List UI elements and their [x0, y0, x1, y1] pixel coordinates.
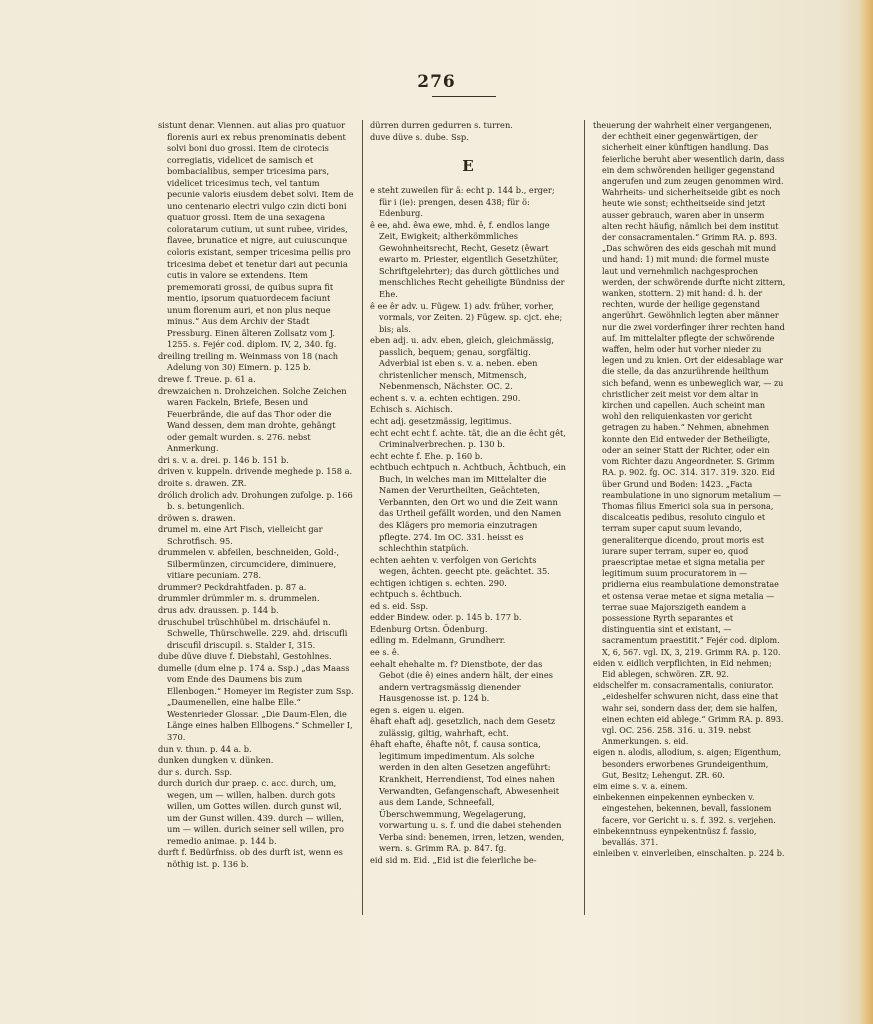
- dictionary-entry: druschubel trüschhübel m. drischäufel n. Schwelle, Thürschwelle. 229. ahd. driscufli driscufil driscupil. s. Stalder I, 315.: [158, 616, 348, 650]
- dictionary-entry: eiden v. eidlich verpflichten, in Eid nehmen; Eid ablegen, schwören. ZR. 92.: [593, 658, 772, 679]
- dictionary-entry: einbekennen einpekennen eynbecken v. eingestehen, bekennen, bevall, fassionem facere, vor Gericht u. s. f. 392. s. verjehen.: [593, 793, 776, 825]
- dictionary-entry: eim eime s. v. a. einem.: [593, 781, 688, 791]
- dictionary-entry: einleiben v. einverleiben, einschalten. p. 224 b.: [593, 849, 785, 859]
- dictionary-entry: echt adj. gesetzmässig, legitimus.: [370, 416, 512, 427]
- dictionary-entry: echten aehten v. verfolgen von Gerichts wegen, ächten. geecht pte. geächtet. 35.: [370, 554, 550, 577]
- page-number: 276: [417, 72, 456, 92]
- dictionary-entry: dreiling treiling m. Weinmass von 18 (nach Adelung von 30) Eimern. p. 125 b.: [158, 350, 339, 373]
- dictionary-entry: duve düve s. dube. Ssp.: [370, 131, 469, 142]
- dictionary-entry: dur s. durch. Ssp.: [158, 766, 233, 777]
- dictionary-entry: echt echt echt f. achte. tät, die an die êcht gêt, Criminalverbrechen. p. 130 b.: [370, 427, 566, 450]
- dictionary-entry: Edenburg Ortsn. Ödenburg.: [370, 623, 488, 634]
- dictionary-entry: dunken dungken v. dünken.: [158, 755, 274, 766]
- dictionary-entry: sistunt denar. Viennen. aut alias pro quatuor florenis auri ex rebus prenominatis debent solvi boni duo grossi. Item de cirotecis corregiatis, videlicet de samisch et bombacialibus, semper tricesima pars, videlicet tricesimus tech, vel tantum pecunie valoris eiusdem debet solvi. Item de uno centenario electri vulgo czin dicti boni quatuor grossi. Item de una sexagena coloratarum cutium, ut sunt rubee, virides, flavee, brunatice et nigre, aut cuiuscunque coloris existant, semper tricesima pellis pro tricesima debet et tenetur dari aut pecunia cutis in valore se extendens. Item prememorati grossi, de quibus supra fit mentio, ipsorum quatuordecem faciunt unum florenum auri, et non plus neque minus.“ Aus dem Archiv der Stadt Pressburg. Einen älteren Zollsatz vom J. 1255. s. Fejér cod. diplom. IV, 2, 340. fg.: [158, 120, 354, 350]
- column-divider: [584, 120, 585, 915]
- dictionary-entry: Echisch s. Aichisch.: [370, 404, 453, 415]
- dictionary-entry: dumelle (dum elne p. 174 a. Ssp.) „das Maass vom Ende des Daumens bis zum Ellenbogen.“ Homeyer im Register zum Ssp. „Daumenellen, eine halbe Elle.“ Westenrieder Glossar. „Die Daum-Elen, die Länge eines halben Ellbogens.“ Schmeller I, 370.: [158, 662, 354, 742]
- dictionary-entry: drummer? Peckdrahtfaden. p. 87 a.: [158, 581, 307, 592]
- dictionary-entry: drewzaichen n. Drohzeichen. Solche Zeichen waren Fackeln, Briefe, Besen und Feuerbrände, die auf das Thor oder die Wand dessen, dem man drohte, gehängt oder gemalt wurden. s. 276. nebst Anmerkung.: [158, 385, 347, 454]
- dictionary-entry: echent s. v. a. echten echtigen. 290.: [370, 392, 521, 403]
- middle-column: [370, 120, 566, 866]
- dictionary-entry: droite s. drawen. ZR.: [158, 477, 247, 488]
- dictionary-entry: eehalt ehehalte m. f? Dienstbote, der das Gebot (die ê) eines andern hält, der eines andern vertragsmässig dienender Hausgenosse ist. p. 124 b.: [370, 658, 553, 704]
- dictionary-entry: einbekenntnuss eynpekentnüsz f. fassio, bevallás. 371.: [593, 826, 757, 847]
- dictionary-entry: durch durich dur praep. c. acc. durch, um, wegen, um — willen, halben. durch gots willen, um Gottes willen. durch gunst wil, um der Gunst willen. 439. durch — willen, um — willen. durich seiner sell willen, pro remedio animae. p. 144 b.: [158, 778, 345, 846]
- dictionary-entry: drumel m. eine Art Fisch, vielleicht gar Schrotfisch. 95.: [158, 524, 323, 546]
- column-divider: [362, 120, 363, 915]
- dictionary-entry: dri s. v. a. drei. p. 146 b. 151 b.: [158, 454, 289, 465]
- dictionary-entry: egen s. eigen u. eigen.: [370, 704, 465, 715]
- dictionary-entry: edder Bindew. oder. p. 145 b. 177 b.: [370, 612, 522, 623]
- dictionary-entry: echtpuch s. êchtbuch.: [370, 589, 463, 600]
- dictionary-entry: drewe f. Treue. p. 61 a.: [158, 374, 256, 385]
- dictionary-entry: echt echte f. Ehe. p. 160 b.: [370, 450, 483, 461]
- dictionary-entry: eid sid m. Eid. „Eid ist die feierliche be-: [370, 854, 537, 865]
- dictionary-entry: echtbuch echtpuch n. Achtbuch, Ächtbuch, ein Buch, in welches man im Mittelalter die Namen der Verurtheilten, Geächteten, Verbannten, den Ort wo und die Zeit wann das Urtheil gefällt worden, und den Namen des Klägers pro memoria einzutragen pflegte. 274. Im OC. 331. heisst es schlechthin statpüch.: [370, 462, 566, 554]
- dictionary-entry: ee s. ê.: [370, 646, 400, 657]
- right-column: [593, 120, 786, 859]
- page-edge: [859, 0, 873, 1024]
- dictionary-entry: êhaft ehaft adj. gesetzlich, nach dem Gesetz zulässig, giltig, wahrhaft, echt.: [370, 716, 556, 738]
- dictionary-entry: eben adj. u. adv. eben, gleich, gleichmässig, passlich, bequem; genau, sorgfältig. Adverbial ist eben s. v. a. neben. eben christenlicher mensch, Mitmensch, Nebenmensch, Nächster. OC. 2.: [370, 335, 555, 392]
- dictionary-entry: theuerung der wahrheit einer vergangenen, der echtheit einer gegenwärtigen, der sicherheit einer künftigen handlung. Das feierliche beruht aber wesentlich darin, dass ein dem schwörenden heiliger gegenstand angerufen und zum zeugen genommen wird. Wahrheits- und sicherheitseide gibt es noch heute wie sonst; echtheitseide sind jetzt ausser gebrauch, waren aber in unserm alten recht häufig, nämlich bei dem institut der consacramentalen.“ Grimm RA. p. 893. „Das schwören des eids geschah mit mund und hand: 1) mit mund: die formel muste laut und vernehmlich nachgesprochen werden, der schwörende durfte nicht zittern, wanken, stottern. 2) mit hand: d. h. der rechten, wurde der heilige gegenstand angerührt. Gewöhnlich legten aber männer nur die zwei vorderfinger ihrer rechten hand auf. Im mittelalter pflegte der schwörende waffen, helm oder hut vorher nieder zu legen und zu knien. Ort der eidesablage war die stelle, da das anzurührende heilthum sich befand, wenn es unbeweglich war, — zu christlicher zeit meist vor dem altar in kirchen und capellen. Auch scheint man wohl den reliquienkasten vor gericht getragen zu haben.“ Nehmen, abnehmen konnte den Eid entweder der Betheiligte, oder an seiner Statt der Richter, oder ein vom Richter dazu Angeordneter. S. Grimm RA. p. 902. fg. OC. 314. 317. 319. 320. Eid über Grund und Boden: 1423. „Facta reambulatione in uno signorum metalium — Thomas filius Emerici sola sua in persona, discalceatis pedibus, resoluto cingulo et terram super caput suum levando, generaliterque dicendo, prout moris est iurare super terram, super eo, quod praescriptae metae et signa metalia per legitimum suum procuratorem in — pridierna eius reambulatione demonstratae et ostensa verae metae et signa metalia — terrae suae Majorszigeth eandem a possessione Ryrth separantes et distinguentia sint et existant, — sacramentum praestitit.“ Fejér cod. diplom. X, 6, 567. vgl. IX, 3, 219. Grimm RA. p. 120.: [593, 121, 786, 657]
- dictionary-entry: edling m. Edelmann, Grundherr.: [370, 635, 506, 646]
- section-letter: E: [462, 157, 474, 176]
- dictionary-entry: driven v. kuppeln. drivende meghede p. 158 a.: [158, 466, 353, 477]
- dictionary-entry: e steht zuweilen für ä: echt p. 144 b., erger; für i (ie): prengen, desen 438; für ö: Edenburg.: [370, 185, 555, 219]
- dictionary-entry: dröwen s. drawen.: [158, 512, 236, 523]
- header-rule: [432, 96, 496, 97]
- dictionary-entry: durft f. Bedürfniss. ob des durft ist, wenn es nöthig ist. p. 136 b.: [158, 847, 343, 869]
- dictionary-entry: eidschelfer m. consacramentalis, coniurator. „eideshelfer schwuren nicht, dass eine that wahr sei, sondern dass der, dem sie halfen, einen echten eid ablege.“ Grimm RA. p. 893. vgl. OC. 256. 258. 316. u. 319. nebst Anmerkungen. s. eid.: [593, 681, 784, 747]
- dictionary-entry: dube düve diuve f. Diebstahl, Gestohlnes.: [158, 651, 332, 662]
- dictionary-entry: drummelen v. abfeilen, beschneiden, Gold-, Silbermünzen, circumcidere, diminuere, vitiare pecuniam. 278.: [158, 547, 340, 581]
- dictionary-entry: eigen n. alodis, allodium, s. aigen; Eigenthum, besonders erworbenes Grundeigenthum, Gut, Besitz; Lehengut. ZR. 60.: [593, 748, 782, 780]
- dictionary-entry: dürren durren gedurren s. turren.: [370, 120, 513, 130]
- dictionary-entry: ê ee êr adv. u. Fügew. 1) adv. früher, vorher, vormals, vor Zeiten. 2) Fügew. sp. cjct. ehe; bis; als.: [370, 300, 563, 334]
- dictionary-entry: drummler drümmler m. s. drummelen.: [158, 593, 320, 604]
- dictionary-entry: drus adv. draussen. p. 144 b.: [158, 604, 279, 615]
- dictionary-entry: ê ee, ahd. êwa ewe, mhd. ê, f. endlos lange Zeit, Ewigkeit; altherkömmliches Gewohnheitsrecht, Recht, Gesetz (êwart ewarto m. Priester, eigentlich Gesetzhüter, Schriftgelehrter); das durch göttliches und menschliches Recht geheiligte Bündniss der Ehe.: [370, 219, 565, 300]
- left-column: [158, 120, 354, 871]
- dictionary-entry: dun v. thun. p. 44 a. b.: [158, 743, 252, 754]
- dictionary-entry: êhaft ehafte, êhafte nôt, f. causa sontica, legitimum impedimentum. Als solche werden in den alten Gesetzen angeführt: Krankheit, Herrendienst, Tod eines nahen Verwandten, Gefangenschaft, Abwesenheit aus dem Lande, Schneefall, Überschwemmung, Wegelagerung, vorwartung u. s. f. und die dabei stehenden Verba sind: benemen, irren, letzen, wenden, wern. s. Grimm RA. p. 847. fg.: [370, 739, 565, 854]
- dictionary-entry: drólich drolich adv. Drohungen zufolge. p. 166 b. s. betungenlich.: [158, 489, 353, 512]
- dictionary-entry: ed s. eid. Ssp.: [370, 600, 429, 611]
- dictionary-entry: echtigen ichtigen s. echten. 290.: [370, 577, 507, 588]
